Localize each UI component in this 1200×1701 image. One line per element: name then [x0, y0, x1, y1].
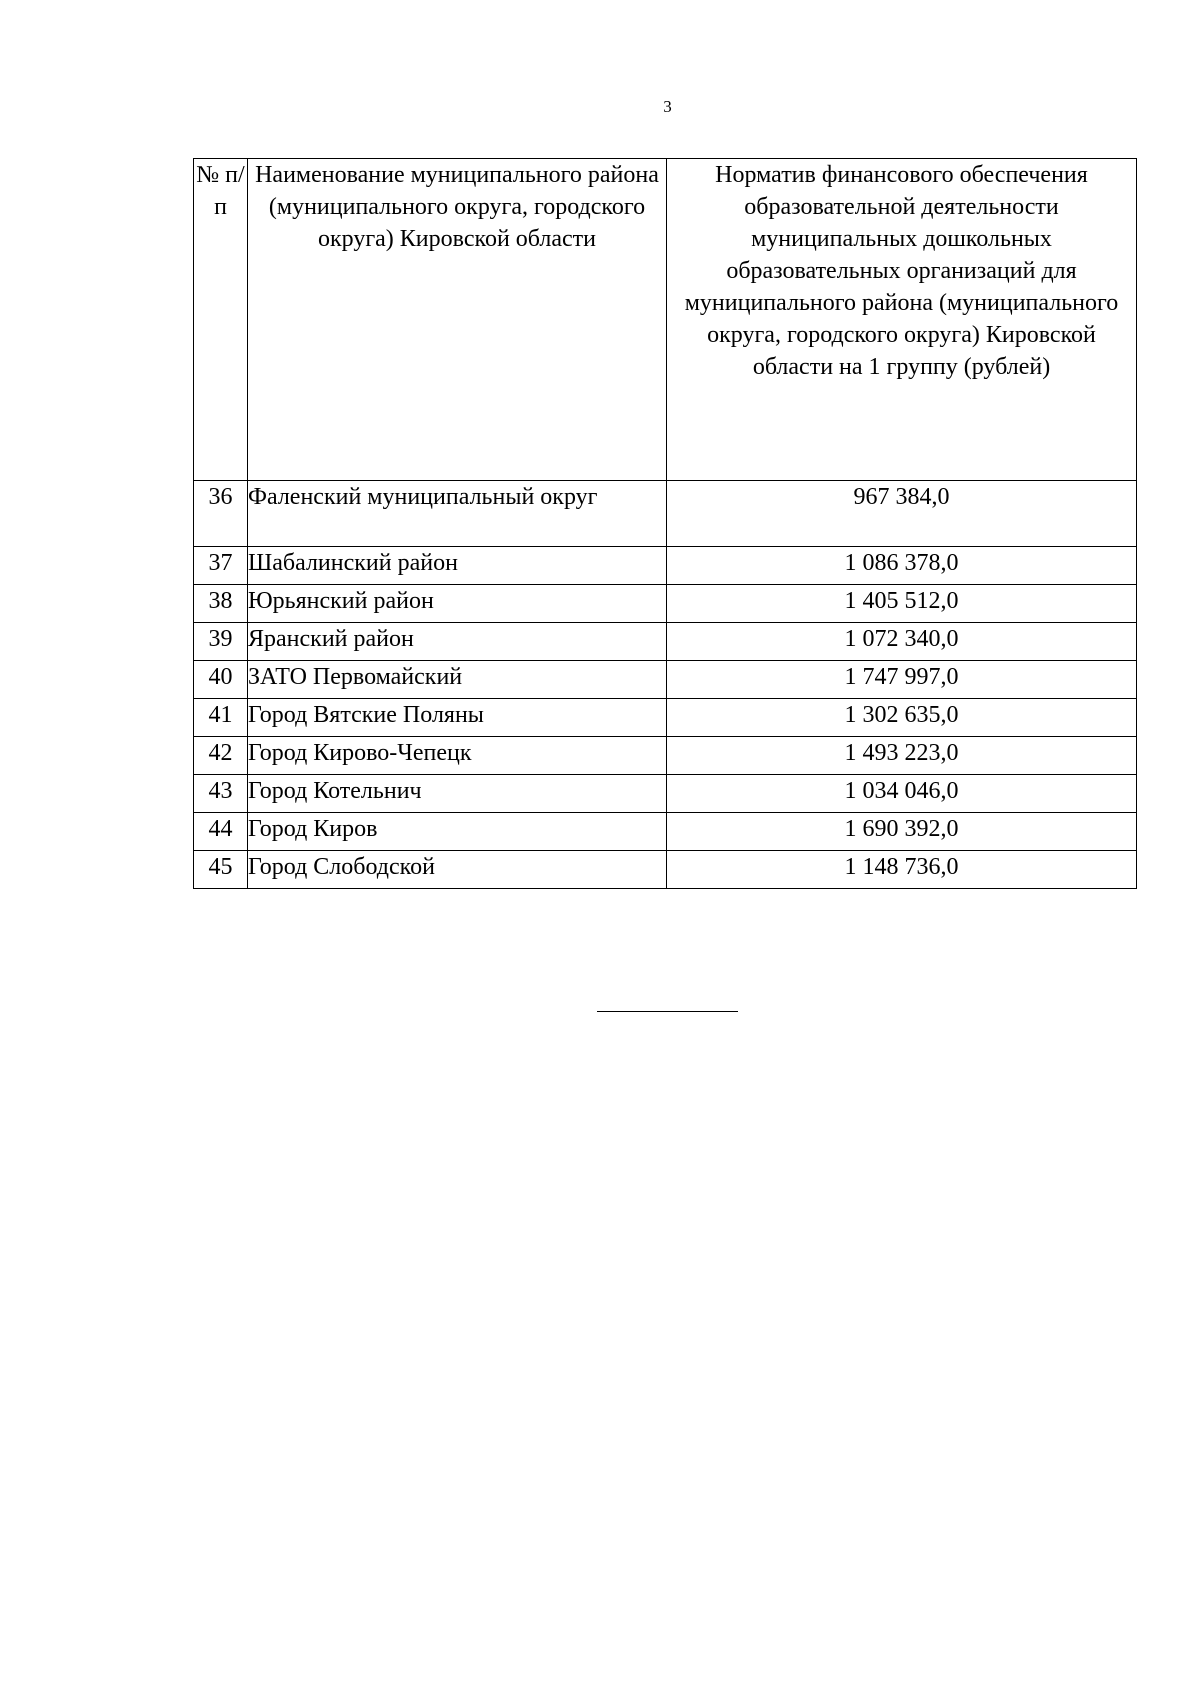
row-number: 44 — [194, 813, 248, 851]
row-value: 1 690 392,0 — [667, 813, 1137, 851]
row-value: 1 086 378,0 — [667, 547, 1137, 585]
table-row — [194, 851, 1137, 889]
row-number: 36 — [194, 481, 248, 547]
row-name: ЗАТО Первомайский — [248, 661, 667, 699]
row-value: 1 747 997,0 — [667, 661, 1137, 699]
table-row — [194, 737, 1137, 775]
row-name: Город Киров — [248, 813, 667, 851]
row-name: Город Слободской — [248, 851, 667, 889]
end-of-document-rule — [597, 1011, 738, 1012]
row-name: Яранский район — [248, 623, 667, 661]
table-row — [194, 813, 1137, 851]
table-row — [194, 481, 1137, 547]
row-name: Шабалинский район — [248, 547, 667, 585]
table-header-row — [194, 159, 1137, 481]
row-value: 1 034 046,0 — [667, 775, 1137, 813]
row-number: 41 — [194, 699, 248, 737]
row-value: 1 072 340,0 — [667, 623, 1137, 661]
row-name: Город Котельнич — [248, 775, 667, 813]
row-name: Город Вятские Поляны — [248, 699, 667, 737]
normative-table — [193, 158, 1137, 889]
row-number: 38 — [194, 585, 248, 623]
row-name: Город Кирово-Чепецк — [248, 737, 667, 775]
row-number: 43 — [194, 775, 248, 813]
row-name: Фаленский муниципальный округ — [248, 481, 667, 547]
row-value: 1 302 635,0 — [667, 699, 1137, 737]
table-row — [194, 699, 1137, 737]
row-name: Юрьянский район — [248, 585, 667, 623]
table-row — [194, 775, 1137, 813]
page-number: 3 — [663, 97, 672, 116]
row-number: 39 — [194, 623, 248, 661]
table-row — [194, 547, 1137, 585]
row-number: 42 — [194, 737, 248, 775]
header-value: Норматив финансового обеспечения образовательной деятельности муниципальных дошкольных образовательных организаций для муниципального района (муниципального округа, городского округа) Кировской области на 1 группу (рублей) — [667, 159, 1137, 481]
row-number: 45 — [194, 851, 248, 889]
header-number: № п/п — [194, 159, 248, 481]
row-value: 1 405 512,0 — [667, 585, 1137, 623]
row-number: 40 — [194, 661, 248, 699]
table-row — [194, 661, 1137, 699]
table-row — [194, 585, 1137, 623]
row-value: 967 384,0 — [667, 481, 1137, 547]
row-number: 37 — [194, 547, 248, 585]
row-value: 1 148 736,0 — [667, 851, 1137, 889]
table-row — [194, 623, 1137, 661]
header-name: Наименование муниципального района (муниципального округа, городского округа) Кировской области — [248, 159, 667, 481]
row-value: 1 493 223,0 — [667, 737, 1137, 775]
